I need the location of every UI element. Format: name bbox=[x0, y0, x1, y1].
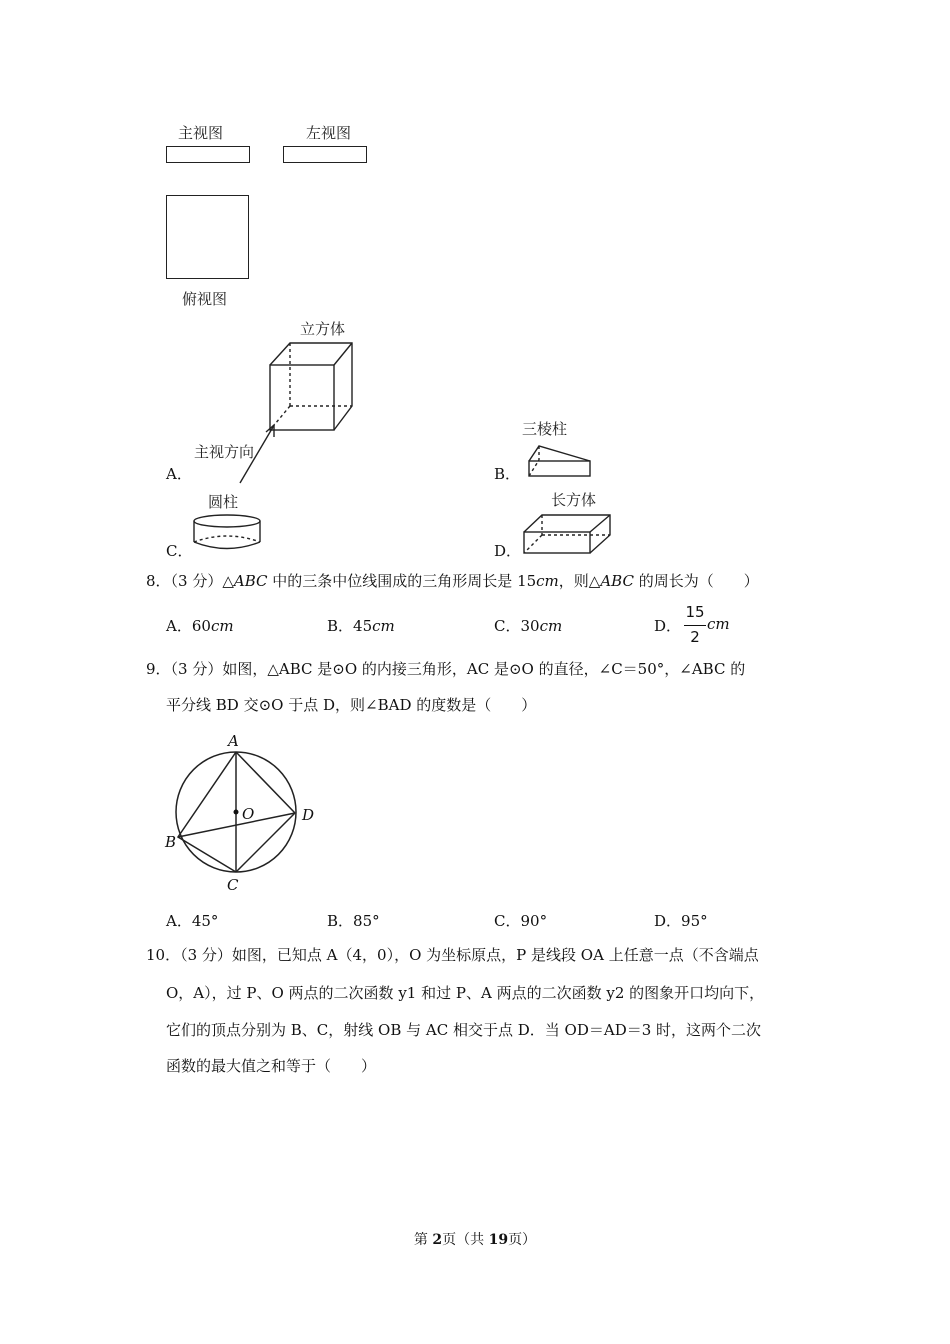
q7-option-c-letter: C． bbox=[166, 542, 193, 560]
q8-text-2: 中的三条中位线围成的三角形周长是 15 bbox=[267, 572, 537, 590]
q8-option-d-numerator: 15 bbox=[685, 603, 705, 621]
q8-tri-1: ABC bbox=[233, 572, 268, 590]
q9-number: 9． bbox=[146, 660, 171, 678]
q8-option-c-value: 30 bbox=[520, 617, 540, 635]
q9-option-d-letter: D． bbox=[654, 912, 682, 930]
q10-line-2: O，A），过 P、O 两点的二次函数 y1 和过 P、A 两点的二次函数 y2 的图象开口均向下， bbox=[166, 984, 765, 1002]
footer-mid: 页（共 bbox=[442, 1232, 489, 1248]
left-view-label: 左视图 bbox=[306, 124, 352, 142]
point-b-label: B bbox=[165, 833, 177, 851]
q10-number: 10． bbox=[146, 946, 181, 964]
cylinder-label: 圆柱 bbox=[208, 493, 239, 511]
q9-option-c-letter: C． bbox=[494, 912, 521, 930]
cube-label: 立方体 bbox=[300, 320, 346, 338]
q9-text-1: 如图，△ABC 是⊙O 的内接三角形，AC 是⊙O 的直径，∠C＝50°，∠ABC 的 bbox=[222, 660, 746, 678]
q9-option-a bbox=[166, 910, 218, 931]
q8-option-b-unit: cm bbox=[372, 617, 395, 635]
q8-option-c-unit: cm bbox=[539, 617, 563, 635]
q8-option-b-value: 45 bbox=[353, 617, 373, 635]
footer-total: 19 bbox=[488, 1232, 509, 1248]
footer-prefix: 第 bbox=[413, 1232, 433, 1248]
q7-option-a-letter: A． bbox=[166, 465, 192, 483]
q9-option-b-letter: B． bbox=[327, 912, 354, 930]
q8-option-b-letter: B． bbox=[327, 617, 354, 635]
q9-option-b-value: 85° bbox=[353, 912, 380, 930]
q8-option-d-unit: cm bbox=[707, 615, 730, 633]
q8-option-d-letter: D． bbox=[654, 617, 682, 635]
prism-label: 三棱柱 bbox=[522, 420, 568, 438]
q7-option-b-letter: B． bbox=[494, 465, 521, 483]
q10-score: （3 分） bbox=[180, 946, 232, 964]
q9-option-c-value: 90° bbox=[520, 912, 548, 930]
footer-page: 2 bbox=[432, 1232, 443, 1248]
q9-score: （3 分） bbox=[170, 660, 223, 678]
top-view-label: 俯视图 bbox=[182, 290, 228, 308]
q10-line-3: 它们的顶点分别为 B、C，射线 OB 与 AC 相交于点 D．当 OD＝AD＝3 时，这两个二次 bbox=[166, 1021, 762, 1039]
page-footer bbox=[0, 1229, 950, 1249]
q10-line-4: 函数的最大值之和等于（ ） bbox=[166, 1057, 377, 1075]
direction-label: 主视方向 bbox=[194, 443, 255, 461]
q9-option-a-letter: A． bbox=[166, 912, 192, 930]
q8-text-3: ，则△ bbox=[558, 572, 601, 590]
q8-unit: cm bbox=[536, 572, 559, 590]
q8-option-d-denominator: 2 bbox=[690, 628, 700, 646]
q10-text-1: 如图，已知点 A（4，0），O 为坐标原点，P 是线段 OA 上任意一点（不含端点 bbox=[231, 946, 759, 964]
q9-option-d-value: 95° bbox=[681, 912, 708, 930]
point-a-label: A bbox=[228, 732, 239, 750]
q8-text-4: 的周长为（ ） bbox=[633, 572, 759, 590]
q8-option-a-letter: A． bbox=[166, 617, 192, 635]
q7-option-d-letter: D． bbox=[494, 542, 522, 560]
q8-score: （3 分） bbox=[170, 572, 223, 590]
point-c-label: C bbox=[227, 876, 239, 894]
point-d-label: D bbox=[302, 806, 315, 824]
q8-option-a-unit: cm bbox=[210, 617, 234, 635]
q9-option-b bbox=[327, 910, 380, 931]
q8-tri-2: ABC bbox=[600, 572, 634, 590]
q8-text-1: △ bbox=[222, 572, 234, 590]
q9-option-d bbox=[654, 910, 708, 931]
q9-line-2: 平分线 BD 交⊙O 于点 D，则∠BAD 的度数是（ ） bbox=[166, 696, 537, 714]
q9-option-a-value: 45° bbox=[191, 912, 219, 930]
q10-line-1 bbox=[146, 948, 759, 963]
cuboid-label: 长方体 bbox=[551, 491, 597, 509]
q8-number: 8． bbox=[146, 572, 171, 590]
q8-option-c-letter: C． bbox=[494, 617, 521, 635]
point-o-label: O bbox=[242, 805, 255, 823]
front-view-label: 主视图 bbox=[178, 124, 224, 142]
q9-option-c bbox=[494, 910, 547, 931]
footer-suffix: 页） bbox=[508, 1232, 537, 1248]
q8-option-a-value: 60 bbox=[191, 617, 211, 635]
